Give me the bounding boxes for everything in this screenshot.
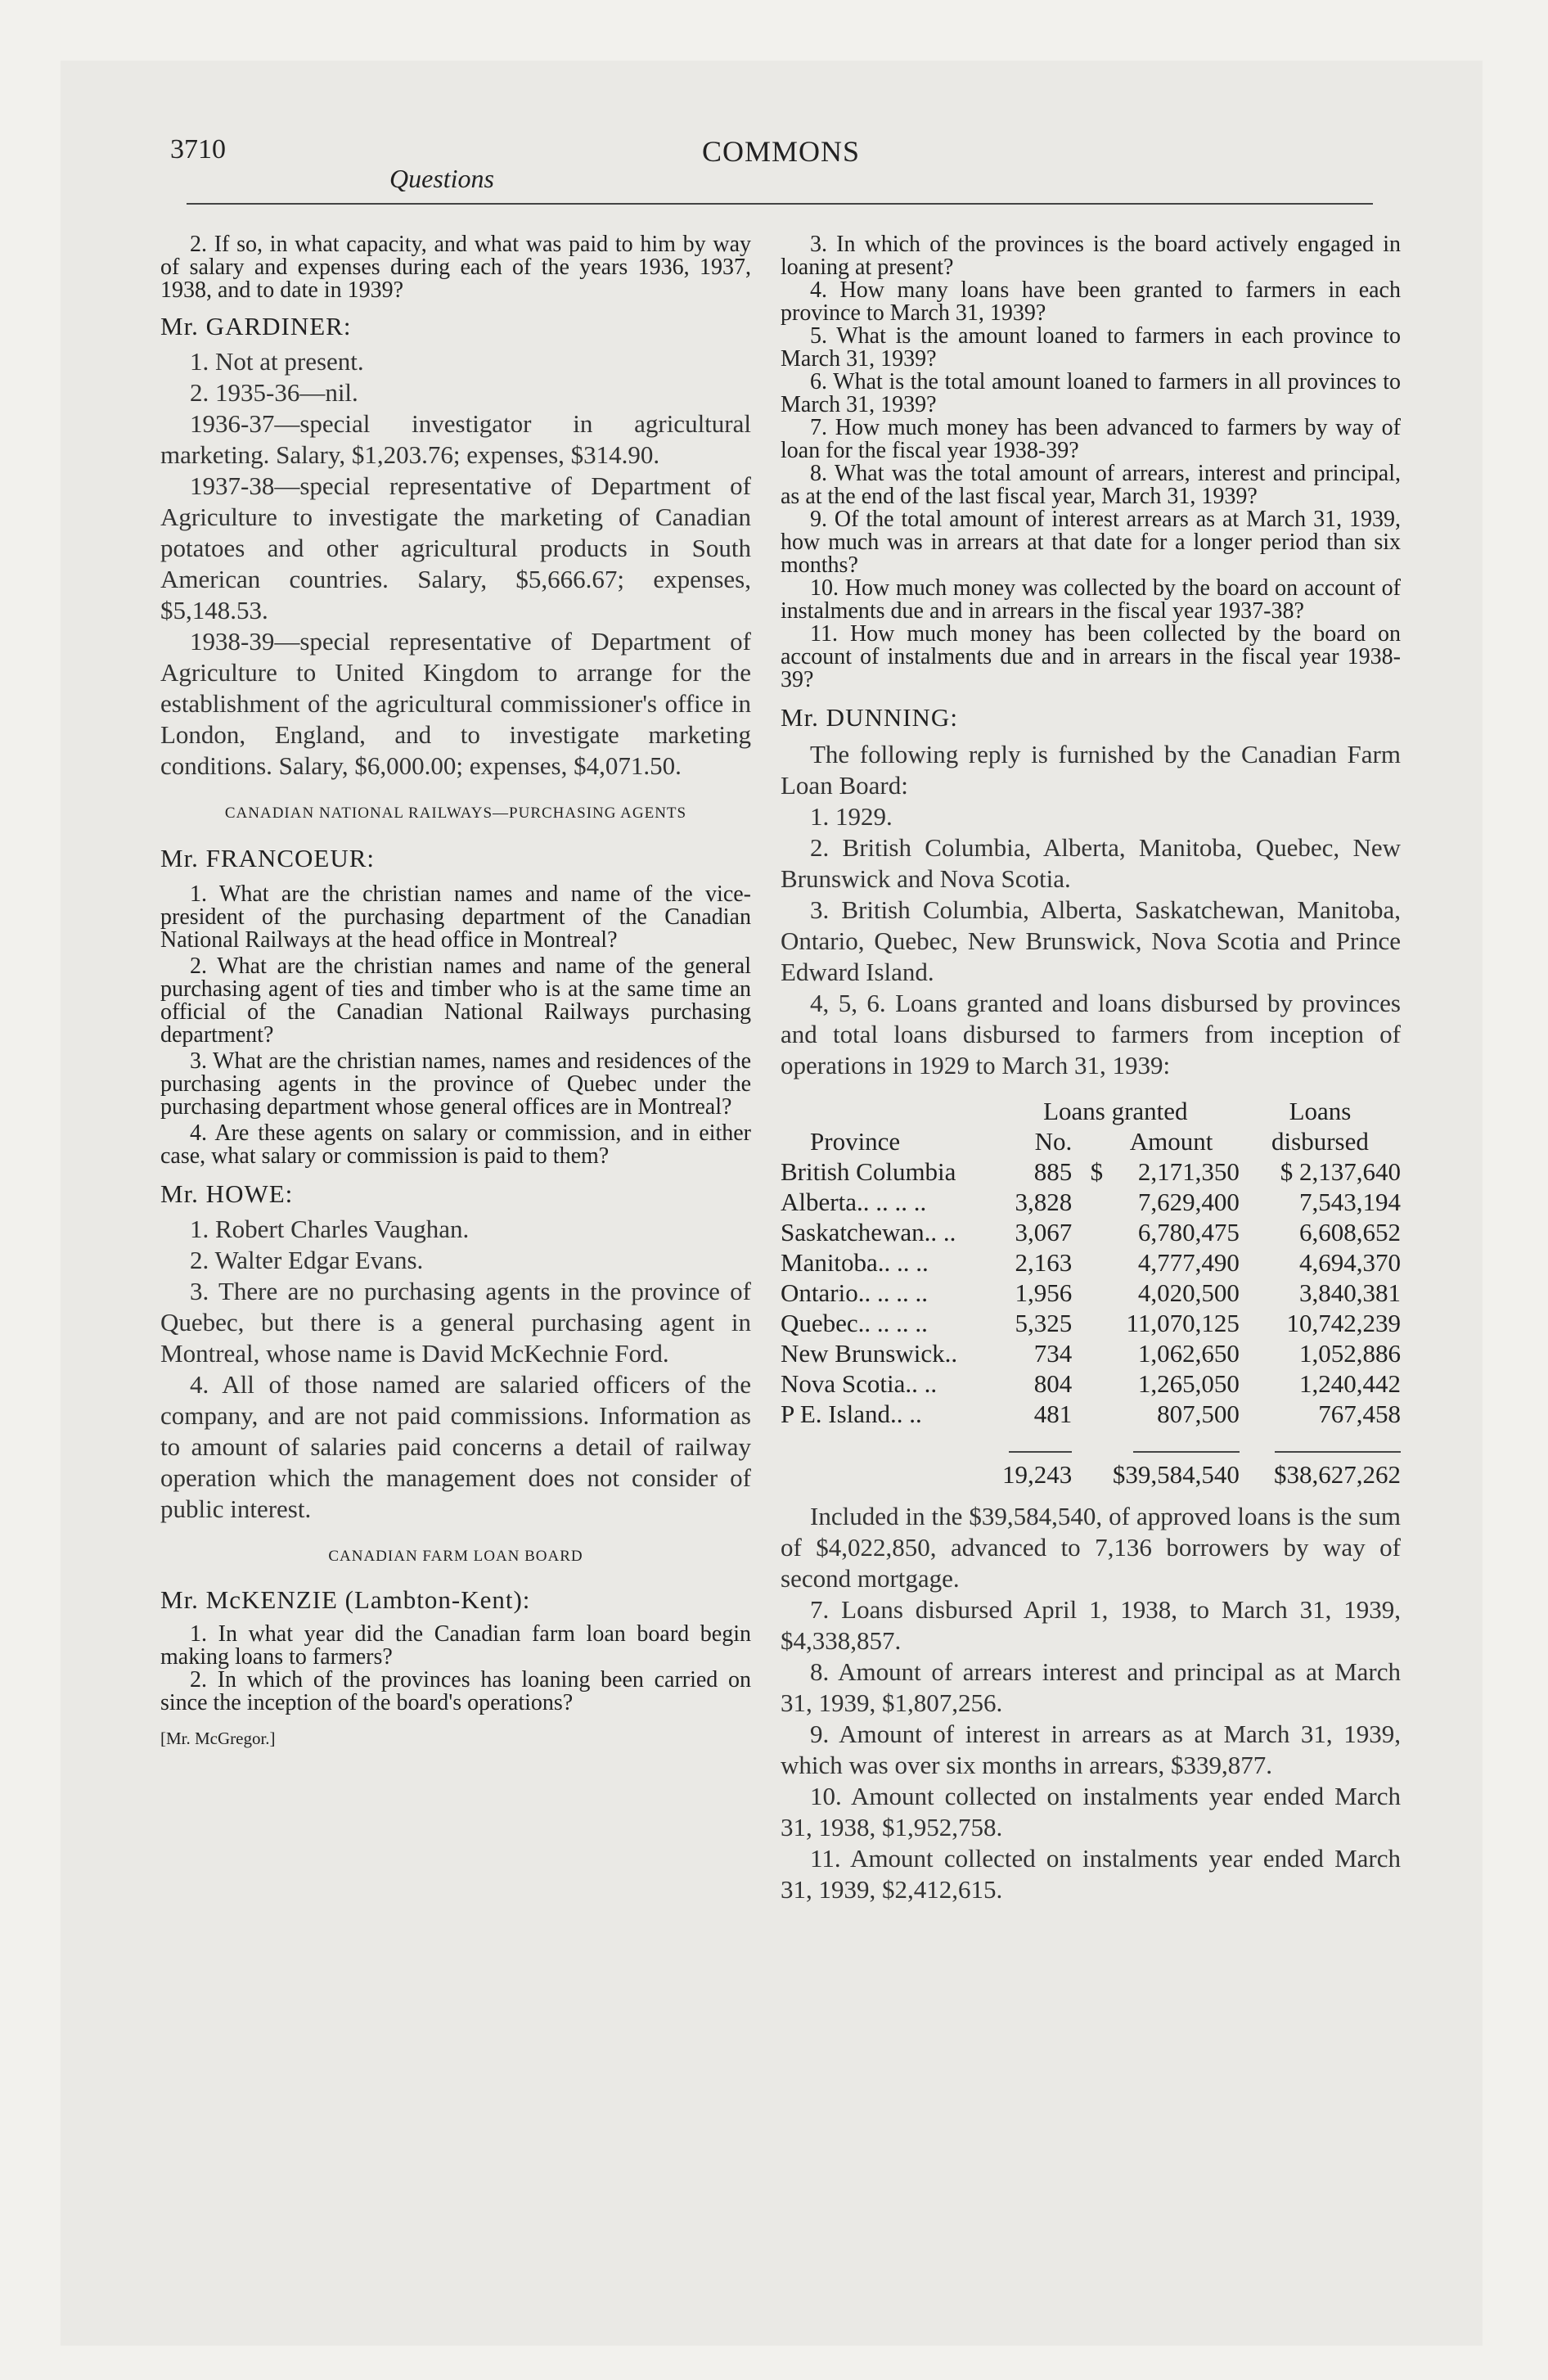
table-header: Loans xyxy=(1289,1097,1352,1125)
amount-cell: 6,780,475 xyxy=(1137,1218,1240,1246)
province-cell: British Columbia xyxy=(781,1157,956,1186)
disbursed-cell: 1,240,442 xyxy=(1299,1369,1401,1398)
amount-cell: 2,171,350 xyxy=(1137,1157,1240,1186)
question-text: 6. What is the total amount loaned to farmers in all provinces to March 31, 1939? xyxy=(781,369,1401,417)
dollar-sign-cell xyxy=(1072,1278,1103,1308)
dollar-sign-cell: $ xyxy=(1090,1157,1104,1186)
disbursed-cell: $ 2,137,640 xyxy=(1280,1157,1401,1186)
table-header: Province xyxy=(810,1127,901,1156)
question-text: 4. Are these agents on salary or commission, and in either case, what salary or commission is paid to them? xyxy=(160,1120,751,1169)
question-text: 8. What was the total amount of arrears, interest and principal, as at the end of the last fiscal year, March 31, 1939? xyxy=(781,461,1401,509)
loans-no-cell: 2,163 xyxy=(1015,1248,1073,1277)
question-text: 3. What are the christian names, names and residences of the purchasing agents in the province of Quebec under the purchasing department whose general offices are in Montreal? xyxy=(160,1048,751,1120)
dollar-sign-cell xyxy=(1072,1338,1103,1368)
loans-no-cell: 5,325 xyxy=(1015,1309,1073,1337)
answer-text: 4, 5, 6. Loans granted and loans disbursed by provinces and total loans disbursed to farmers from inception of operations in 1929 to March 31, 1939: xyxy=(781,989,1401,1080)
province-cell: Alberta.. .. .. .. xyxy=(781,1188,927,1216)
total-rule-row xyxy=(781,1429,1401,1459)
question-text: 7. How much money has been advanced to farmers by way of loan for the fiscal year 1938-39? xyxy=(781,415,1401,463)
dollar-sign-cell xyxy=(1072,1217,1103,1247)
loans-table xyxy=(781,1096,1401,1490)
speaker-name: Mr. McKENZIE (Lambton-Kent): xyxy=(160,1585,531,1614)
right-column xyxy=(781,233,1401,1905)
table-total-row xyxy=(781,1459,1401,1490)
speaker-name: Mr. HOWE: xyxy=(160,1179,294,1208)
table-row xyxy=(781,1156,1401,1187)
total-rule xyxy=(1009,1451,1072,1453)
amount-cell: 4,777,490 xyxy=(1137,1248,1240,1277)
loans-no-cell: 3,828 xyxy=(1015,1188,1073,1216)
table-header: No. xyxy=(1034,1127,1073,1156)
answer-text: 1938-39—special representative of Department of Agriculture to United Kingdom to arrange for the establishment of the agricultural commissioner's office in London, England, and to investigate marketing conditions. Salary, $6,000.00; expenses, $4,071.50. xyxy=(160,627,751,780)
loans-no-cell: 1,956 xyxy=(1015,1278,1073,1307)
answer-text: 2. British Columbia, Alberta, Manitoba, Quebec, New Brunswick and Nova Scotia. xyxy=(781,833,1401,893)
answer-text: 1. 1929. xyxy=(810,802,893,831)
table-row xyxy=(781,1217,1401,1247)
province-cell: Manitoba.. .. .. xyxy=(781,1248,929,1277)
loans-no-cell: 885 xyxy=(1033,1157,1073,1186)
question-text: 4. How many loans have been granted to farmers in each province to March 31, 1939? xyxy=(781,277,1401,326)
table-row xyxy=(781,1308,1401,1338)
answer-text: 1936-37—special investigator in agricultural marketing. Salary, $1,203.76; expenses, $314.90. xyxy=(160,409,751,469)
loans-no-cell: 3,067 xyxy=(1015,1218,1073,1246)
question-text: 3. In which of the provinces is the board actively engaged in loaning at present? xyxy=(781,232,1401,280)
dollar-sign-cell xyxy=(1072,1368,1103,1399)
answer-text: 1. Not at present. xyxy=(190,347,364,376)
chamber-title: COMMONS xyxy=(702,135,861,168)
answer-text: 9. Amount of interest in arrears as at March 31, 1939, which was over six months in arrears, $339,877. xyxy=(781,1720,1401,1779)
dollar-sign-cell xyxy=(1072,1247,1103,1278)
table-group-header: Loans granted xyxy=(1043,1097,1188,1125)
table-row xyxy=(781,1247,1401,1278)
amount-cell: 807,500 xyxy=(1157,1400,1240,1428)
amount-cell: 1,265,050 xyxy=(1137,1369,1240,1398)
total-disbursed: $38,627,262 xyxy=(1274,1460,1401,1489)
amount-cell: 7,629,400 xyxy=(1137,1188,1240,1216)
total-no: 19,243 xyxy=(1002,1460,1073,1489)
table-header: Amount xyxy=(1129,1127,1213,1156)
question-text: 2. If so, in what capacity, and what was paid to him by way of salary and expenses during each of the years 1936, 1937, 1938, and to date in 1939? xyxy=(160,232,751,303)
total-rule xyxy=(1275,1451,1401,1453)
dollar-sign-cell xyxy=(1072,1187,1103,1217)
loans-no-cell: 804 xyxy=(1033,1369,1073,1398)
dollar-sign-cell xyxy=(1072,1308,1103,1338)
header-rule xyxy=(187,203,1373,205)
table-row xyxy=(781,1368,1401,1399)
answer-text: 8. Amount of arrears interest and principal as at March 31, 1939, $1,807,256. xyxy=(781,1657,1401,1717)
running-head: Questions xyxy=(389,164,494,193)
question-text: 1. What are the christian names and name of the vice-president of the purchasing department of the Canadian National Railways at the head office in Montreal? xyxy=(160,881,751,953)
province-cell: Ontario.. .. .. .. xyxy=(781,1278,928,1307)
answer-text: 4. All of those named are salaried officers of the company, and are not paid commissions. Information as to amount of salaries paid concerns a detail of railway operation which the management does not consider of public interest. xyxy=(160,1370,751,1523)
answer-text: 3. British Columbia, Alberta, Saskatchewan, Manitoba, Ontario, Quebec, New Brunswick, Nova Scotia and Prince Edward Island. xyxy=(781,895,1401,986)
answer-text: 10. Amount collected on instalments year ended March 31, 1938, $1,952,758. xyxy=(781,1782,1401,1841)
amount-cell: 11,070,125 xyxy=(1126,1309,1240,1337)
answer-text: Included in the $39,584,540, of approved loans is the sum of $4,022,850, advanced to 7,136 borrowers by way of second mortgage. xyxy=(781,1502,1401,1593)
table-row xyxy=(781,1278,1401,1308)
province-cell: Nova Scotia.. .. xyxy=(781,1369,938,1398)
disbursed-cell: 1,052,886 xyxy=(1299,1339,1401,1368)
left-column xyxy=(160,233,751,1751)
question-text: 9. Of the total amount of interest arrears as at March 31, 1939, how much was in arrears at that date for a longer period than six months? xyxy=(781,507,1401,578)
speaker-name: Mr. FRANCOEUR: xyxy=(160,844,376,872)
disbursed-cell: 3,840,381 xyxy=(1299,1278,1401,1307)
disbursed-cell: 767,458 xyxy=(1318,1400,1401,1428)
loans-no-cell: 734 xyxy=(1033,1339,1073,1368)
speaker-name: Mr. DUNNING: xyxy=(781,703,958,732)
table-row xyxy=(781,1187,1401,1217)
answer-text: 2. 1935-36—nil. xyxy=(190,378,358,407)
answer-text: The following reply is furnished by the Canadian Farm Loan Board: xyxy=(781,740,1401,800)
question-text: 1. In what year did the Canadian farm loan board begin making loans to farmers? xyxy=(160,1621,751,1670)
question-text: 5. What is the amount loaned to farmers in each province to March 31, 1939? xyxy=(781,323,1401,372)
amount-cell: 4,020,500 xyxy=(1137,1278,1240,1307)
question-text: 2. In which of the provinces has loaning been carried on since the inception of the board's operations? xyxy=(160,1667,751,1715)
question-text: 10. How much money was collected by the board on account of instalments due and in arrears in the fiscal year 1937-38? xyxy=(781,575,1401,624)
loans-no-cell: 481 xyxy=(1033,1400,1073,1428)
province-cell: Quebec.. .. .. .. xyxy=(781,1309,928,1337)
page-number: 3710 xyxy=(170,134,226,165)
disbursed-cell: 10,742,239 xyxy=(1286,1309,1401,1337)
disbursed-cell: 4,694,370 xyxy=(1299,1248,1401,1277)
section-heading: CANADIAN FARM LOAN BOARD xyxy=(328,1548,583,1565)
disbursed-cell: 6,608,652 xyxy=(1299,1218,1401,1246)
answer-text: 1937-38—special representative of Department of Agriculture to investigate the marketing of Canadian potatoes and other agricultural products in South American countries. Salary, $5,666.67; expenses, $5,148.53. xyxy=(160,471,751,624)
amount-cell: 1,062,650 xyxy=(1137,1339,1240,1368)
section-heading: CANADIAN NATIONAL RAILWAYS—PURCHASING AGENTS xyxy=(224,805,687,822)
total-amount: $39,584,540 xyxy=(1112,1460,1240,1489)
answer-text: 2. Walter Edgar Evans. xyxy=(190,1246,424,1274)
answer-text: 1. Robert Charles Vaughan. xyxy=(190,1215,470,1243)
answer-text: 7. Loans disbursed April 1, 1938, to March 31, 1939, $4,338,857. xyxy=(781,1595,1401,1655)
province-cell: P E. Island.. .. xyxy=(781,1400,922,1428)
speaker-name: Mr. GARDINER: xyxy=(160,312,352,340)
continued-reference: [Mr. McGregor.] xyxy=(160,1729,276,1748)
question-text: 11. How much money has been collected by the board on account of instalments due and in arrears in the fiscal year 1938-39? xyxy=(781,621,1401,692)
answer-text: 11. Amount collected on instalments year ended March 31, 1939, $2,412,615. xyxy=(781,1844,1401,1904)
dollar-sign-cell xyxy=(1072,1399,1103,1429)
total-rule xyxy=(1133,1451,1240,1453)
province-cell: Saskatchewan.. .. xyxy=(781,1218,956,1246)
province-cell: New Brunswick.. xyxy=(781,1339,958,1368)
question-text: 2. What are the christian names and name of the general purchasing agent of ties and timber who is at the same time an official of the Canadian National Railways purchasing department? xyxy=(160,953,751,1048)
answer-text: 3. There are no purchasing agents in the province of Quebec, but there is a general purchasing agent in Montreal, whose name is David McKechnie Ford. xyxy=(160,1277,751,1368)
table-row xyxy=(781,1399,1401,1429)
table-row xyxy=(781,1338,1401,1368)
disbursed-cell: 7,543,194 xyxy=(1299,1188,1401,1216)
table-body xyxy=(781,1156,1401,1429)
table-header: disbursed xyxy=(1271,1127,1369,1156)
